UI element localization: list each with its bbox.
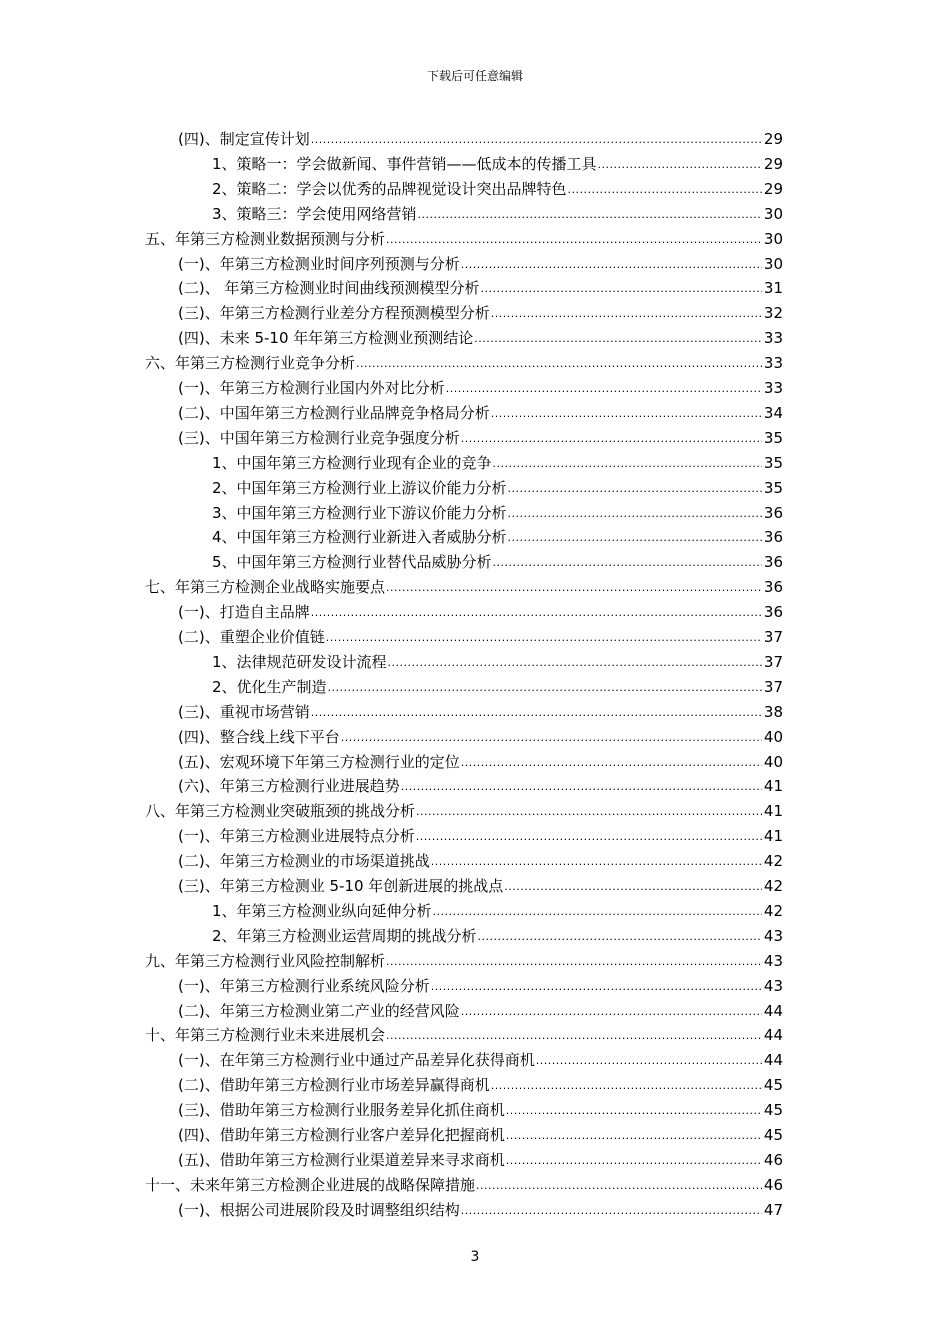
toc-entry[interactable] bbox=[145, 1172, 783, 1194]
toc-entry[interactable] bbox=[178, 773, 783, 795]
toc-entry[interactable] bbox=[178, 275, 783, 297]
toc-entry[interactable] bbox=[212, 151, 783, 173]
toc-entry-page: 43 bbox=[763, 976, 783, 995]
toc-entry-label: (一)、年第三方检测行业系统风险分析 bbox=[178, 976, 430, 995]
toc-dot-leader bbox=[493, 557, 762, 568]
toc-entry-label: (一)、年第三方检测业时间序列预测与分析 bbox=[178, 254, 460, 273]
toc-entry-page: 37 bbox=[763, 652, 783, 671]
toc-dot-leader bbox=[506, 1155, 762, 1166]
toc-entry-label: 六、年第三方检测行业竞争分析 bbox=[145, 354, 356, 373]
toc-entry-page: 46 bbox=[763, 1175, 783, 1194]
toc-entry-page: 33 bbox=[763, 329, 783, 348]
toc-dot-leader bbox=[326, 632, 762, 643]
toc-entry[interactable] bbox=[178, 1197, 783, 1219]
toc-entry-page: 35 bbox=[763, 428, 783, 447]
toc-dot-leader bbox=[508, 508, 762, 519]
toc-entry-page: 33 bbox=[763, 354, 783, 373]
toc-entry-page: 40 bbox=[763, 727, 783, 746]
toc-dot-leader bbox=[474, 333, 762, 344]
toc-dot-leader bbox=[431, 981, 762, 992]
toc-dot-leader bbox=[508, 532, 762, 543]
toc-entry[interactable] bbox=[178, 599, 783, 621]
toc-entry[interactable] bbox=[212, 475, 783, 497]
toc-entry-page: 34 bbox=[763, 403, 783, 422]
toc-entry[interactable] bbox=[145, 948, 783, 970]
toc-entry-label: (五)、借助年第三方检测行业渠道差异来寻求商机 bbox=[178, 1150, 505, 1169]
toc-dot-leader bbox=[386, 1030, 762, 1041]
toc-entry-label: 十一、未来年第三方检测企业进展的战略保障措施 bbox=[145, 1175, 476, 1194]
toc-entry-page: 37 bbox=[763, 628, 783, 646]
toc-entry-label: (三)、借助年第三方检测行业服务差异化抓住商机 bbox=[178, 1101, 505, 1120]
toc-entry-label: 十、年第三方检测行业未来进展机会 bbox=[145, 1026, 386, 1045]
toc-entry-label: (一)、打造自主品牌 bbox=[178, 603, 310, 622]
toc-entry[interactable] bbox=[178, 1072, 783, 1094]
toc-entry-page: 42 bbox=[763, 901, 783, 920]
toc-entry-label: (四)、未来 5-10 年年第三方检测业预测结论 bbox=[178, 329, 474, 348]
toc-dot-leader bbox=[491, 308, 762, 319]
toc-entry[interactable] bbox=[178, 724, 783, 746]
toc-dot-leader bbox=[491, 408, 762, 419]
toc-dot-leader bbox=[461, 259, 762, 270]
toc-entry-label: 2、年第三方检测业运营周期的挑战分析 bbox=[212, 926, 477, 945]
toc-dot-leader bbox=[416, 806, 762, 817]
page-header: 下载后可任意编辑 bbox=[426, 69, 523, 83]
toc-dot-leader bbox=[491, 1080, 762, 1091]
toc-entry[interactable] bbox=[212, 450, 783, 472]
toc-dot-leader bbox=[328, 682, 762, 693]
toc-entry[interactable] bbox=[178, 699, 783, 721]
toc-entry-page: 29 bbox=[763, 154, 783, 173]
toc-entry-label: (三)、年第三方检测业 5-10 年创新进展的挑战点 bbox=[178, 877, 504, 895]
toc-entry-label: (三)、重视市场营销 bbox=[178, 702, 310, 721]
toc-dot-leader bbox=[461, 757, 762, 768]
toc-dot-leader bbox=[388, 657, 762, 668]
toc-dot-leader bbox=[311, 607, 762, 618]
toc-entry-page: 37 bbox=[763, 677, 783, 696]
toc-entry-label: (三)、中国年第三方检测行业竞争强度分析 bbox=[178, 428, 460, 447]
toc-entry-page: 35 bbox=[763, 478, 783, 497]
toc-entry-page: 36 bbox=[763, 553, 783, 572]
toc-entry[interactable] bbox=[178, 823, 783, 845]
toc-entry-page: 45 bbox=[763, 1076, 783, 1095]
toc-entry[interactable] bbox=[212, 549, 783, 571]
toc-dot-leader bbox=[311, 134, 762, 145]
toc-entry[interactable] bbox=[178, 126, 783, 148]
toc-entry[interactable] bbox=[212, 500, 783, 522]
toc-dot-leader bbox=[568, 184, 762, 195]
toc-entry-page: 36 bbox=[763, 503, 783, 522]
toc-entry-label: (一)、年第三方检测行业国内外对比分析 bbox=[178, 379, 445, 397]
toc-entry-page: 45 bbox=[763, 1101, 783, 1120]
toc-entry[interactable] bbox=[212, 923, 783, 945]
toc-dot-leader bbox=[386, 234, 762, 245]
toc-dot-leader bbox=[311, 707, 762, 718]
toc-entry-label: 2、策略二：学会以优秀的品牌视觉设计突出品牌特色 bbox=[212, 179, 567, 198]
toc-entry[interactable] bbox=[212, 649, 783, 671]
toc-entry-label: (二)、中国年第三方检测行业品牌竞争格局分析 bbox=[178, 403, 490, 422]
toc-entry-label: 九、年第三方检测行业风险控制解析 bbox=[145, 951, 386, 970]
page-number: 3 bbox=[470, 1249, 480, 1265]
toc-entry-label: 2、优化生产制造 bbox=[212, 677, 327, 696]
toc-entry-label: 4、中国年第三方检测行业新进入者威胁分析 bbox=[212, 528, 507, 547]
toc-entry[interactable] bbox=[178, 400, 783, 422]
toc-entry-label: (二)、年第三方检测业第二产业的经营风险 bbox=[178, 1001, 460, 1020]
toc-entry[interactable] bbox=[178, 1047, 783, 1069]
toc-entry-label: 七、年第三方检测企业战略实施要点 bbox=[145, 578, 386, 597]
toc-entry[interactable] bbox=[178, 973, 783, 995]
toc-entry-page: 31 bbox=[763, 279, 783, 298]
toc-entry-label: (二)、借助年第三方检测行业市场差异赢得商机 bbox=[178, 1076, 490, 1095]
toc-entry-label: (四)、整合线上线下平台 bbox=[178, 727, 340, 746]
toc-entry[interactable] bbox=[178, 848, 783, 870]
toc-entry[interactable] bbox=[178, 325, 783, 347]
toc-entry-page: 47 bbox=[763, 1200, 783, 1219]
toc-entry-label: 1、中国年第三方检测行业现有企业的竞争 bbox=[212, 453, 492, 472]
toc-entry-page: 44 bbox=[763, 1001, 783, 1020]
toc-entry-page: 29 bbox=[763, 179, 783, 198]
toc-entry-page: 30 bbox=[763, 204, 783, 223]
toc-dot-leader bbox=[341, 732, 762, 743]
toc-dot-leader bbox=[356, 358, 762, 369]
toc-entry-label: 2、中国年第三方检测行业上游议价能力分析 bbox=[212, 478, 507, 497]
toc-dot-leader bbox=[401, 781, 762, 792]
toc-dot-leader bbox=[433, 906, 762, 917]
toc-entry-page: 30 bbox=[763, 254, 783, 273]
toc-entry-label: 五、年第三方检测业数据预测与分析 bbox=[145, 229, 386, 248]
toc-entry-page: 41 bbox=[763, 802, 783, 821]
toc-dot-leader bbox=[506, 1130, 762, 1141]
toc-entry[interactable] bbox=[212, 176, 783, 198]
toc-entry-page: 35 bbox=[763, 453, 783, 472]
toc-entry-label: (六)、年第三方检测行业进展趋势 bbox=[178, 777, 400, 796]
toc-dot-leader bbox=[386, 582, 762, 593]
toc-entry[interactable] bbox=[178, 425, 783, 447]
toc-entry[interactable] bbox=[178, 749, 783, 771]
toc-entry-page: 42 bbox=[763, 877, 783, 895]
toc-dot-leader bbox=[416, 831, 762, 842]
toc-entry-page: 29 bbox=[763, 130, 783, 148]
toc-entry-label: (一)、根据公司进展阶段及时调整组织结构 bbox=[178, 1200, 460, 1219]
toc-entry[interactable] bbox=[178, 1097, 783, 1119]
toc-entry-label: (二)、 年第三方检测业时间曲线预测模型分析 bbox=[178, 279, 480, 298]
toc-entry[interactable] bbox=[178, 624, 783, 646]
toc-entry-page: 38 bbox=[763, 702, 783, 721]
toc-dot-leader bbox=[386, 956, 762, 967]
toc-entry-label: 3、中国年第三方检测行业下游议价能力分析 bbox=[212, 503, 507, 522]
toc-entry[interactable] bbox=[212, 674, 783, 696]
toc-entry[interactable] bbox=[178, 375, 783, 397]
toc-entry-page: 44 bbox=[763, 1051, 783, 1070]
toc-entry-page: 46 bbox=[763, 1150, 783, 1169]
toc-dot-leader bbox=[478, 931, 762, 942]
toc-entry-label: 1、策略一：学会做新闻、事件营销——低成本的传播工具 bbox=[212, 154, 597, 173]
toc-entry[interactable] bbox=[178, 998, 783, 1020]
toc-entry-page: 30 bbox=[763, 229, 783, 248]
toc-entry[interactable] bbox=[178, 1147, 783, 1169]
toc-dot-leader bbox=[418, 209, 762, 220]
toc-entry[interactable] bbox=[145, 350, 783, 372]
toc-entry[interactable] bbox=[212, 898, 783, 920]
toc-dot-leader bbox=[506, 1105, 762, 1116]
toc-dot-leader bbox=[446, 383, 762, 394]
toc-dot-leader bbox=[461, 433, 762, 444]
toc-entry-label: (四)、借助年第三方检测行业客户差异化把握商机 bbox=[178, 1126, 505, 1144]
toc-entry[interactable] bbox=[178, 300, 783, 322]
toc-entry-page: 41 bbox=[763, 827, 783, 846]
toc-entry-page: 41 bbox=[763, 777, 783, 796]
toc-entry[interactable] bbox=[145, 226, 783, 248]
toc-entry-page: 33 bbox=[763, 379, 783, 397]
toc-entry-page: 42 bbox=[763, 852, 783, 871]
toc-dot-leader bbox=[508, 483, 762, 494]
toc-entry[interactable] bbox=[212, 201, 783, 223]
toc-entry-label: 5、中国年第三方检测行业替代品威胁分析 bbox=[212, 553, 492, 572]
toc-entry-label: (二)、重塑企业价值链 bbox=[178, 628, 325, 646]
toc-entry-page: 44 bbox=[763, 1026, 783, 1045]
toc-entry-page: 32 bbox=[763, 304, 783, 323]
toc-entry[interactable] bbox=[178, 873, 783, 895]
toc-dot-leader bbox=[493, 458, 762, 469]
toc-entry-label: (一)、在年第三方检测行业中通过产品差异化获得商机 bbox=[178, 1051, 535, 1070]
toc-entry-page: 45 bbox=[763, 1126, 783, 1144]
toc-dot-leader bbox=[536, 1055, 762, 1066]
toc-entry-page: 43 bbox=[763, 951, 783, 970]
toc-entry-label: (三)、年第三方检测行业差分方程预测模型分析 bbox=[178, 304, 490, 323]
toc-entry-page: 36 bbox=[763, 528, 783, 547]
toc-entry[interactable] bbox=[145, 574, 783, 596]
toc-entry-label: 八、年第三方检测业突破瓶颈的挑战分析 bbox=[145, 802, 416, 821]
toc-entry-label: 1、法律规范研发设计流程 bbox=[212, 652, 387, 671]
toc-entry-page: 40 bbox=[763, 752, 783, 771]
toc-dot-leader bbox=[504, 881, 762, 892]
toc-dot-leader bbox=[431, 856, 762, 867]
toc-entry-label: 3、策略三：学会使用网络营销 bbox=[212, 204, 417, 223]
toc-dot-leader bbox=[480, 283, 761, 294]
toc-entry[interactable] bbox=[212, 524, 783, 546]
toc-entry[interactable] bbox=[145, 1022, 783, 1044]
toc-dot-leader bbox=[598, 159, 762, 170]
toc-entry[interactable] bbox=[178, 251, 783, 273]
toc-entry-label: (五)、宏观环境下年第三方检测行业的定位 bbox=[178, 752, 460, 771]
toc-dot-leader bbox=[476, 1180, 762, 1191]
toc-entry[interactable] bbox=[178, 1122, 783, 1144]
toc-dot-leader bbox=[461, 1006, 762, 1017]
toc-entry-page: 36 bbox=[763, 578, 783, 597]
toc-entry-label: 1、年第三方检测业纵向延伸分析 bbox=[212, 901, 432, 920]
toc-entry-page: 36 bbox=[763, 603, 783, 622]
toc-entry[interactable] bbox=[145, 798, 783, 820]
toc-entry-label: (四)、制定宣传计划 bbox=[178, 130, 310, 148]
toc-entry-label: (二)、年第三方检测业的市场渠道挑战 bbox=[178, 852, 430, 871]
toc-entry-label: (一)、年第三方检测业进展特点分析 bbox=[178, 827, 415, 846]
toc-entry-page: 43 bbox=[763, 926, 783, 945]
toc-dot-leader bbox=[461, 1205, 762, 1216]
